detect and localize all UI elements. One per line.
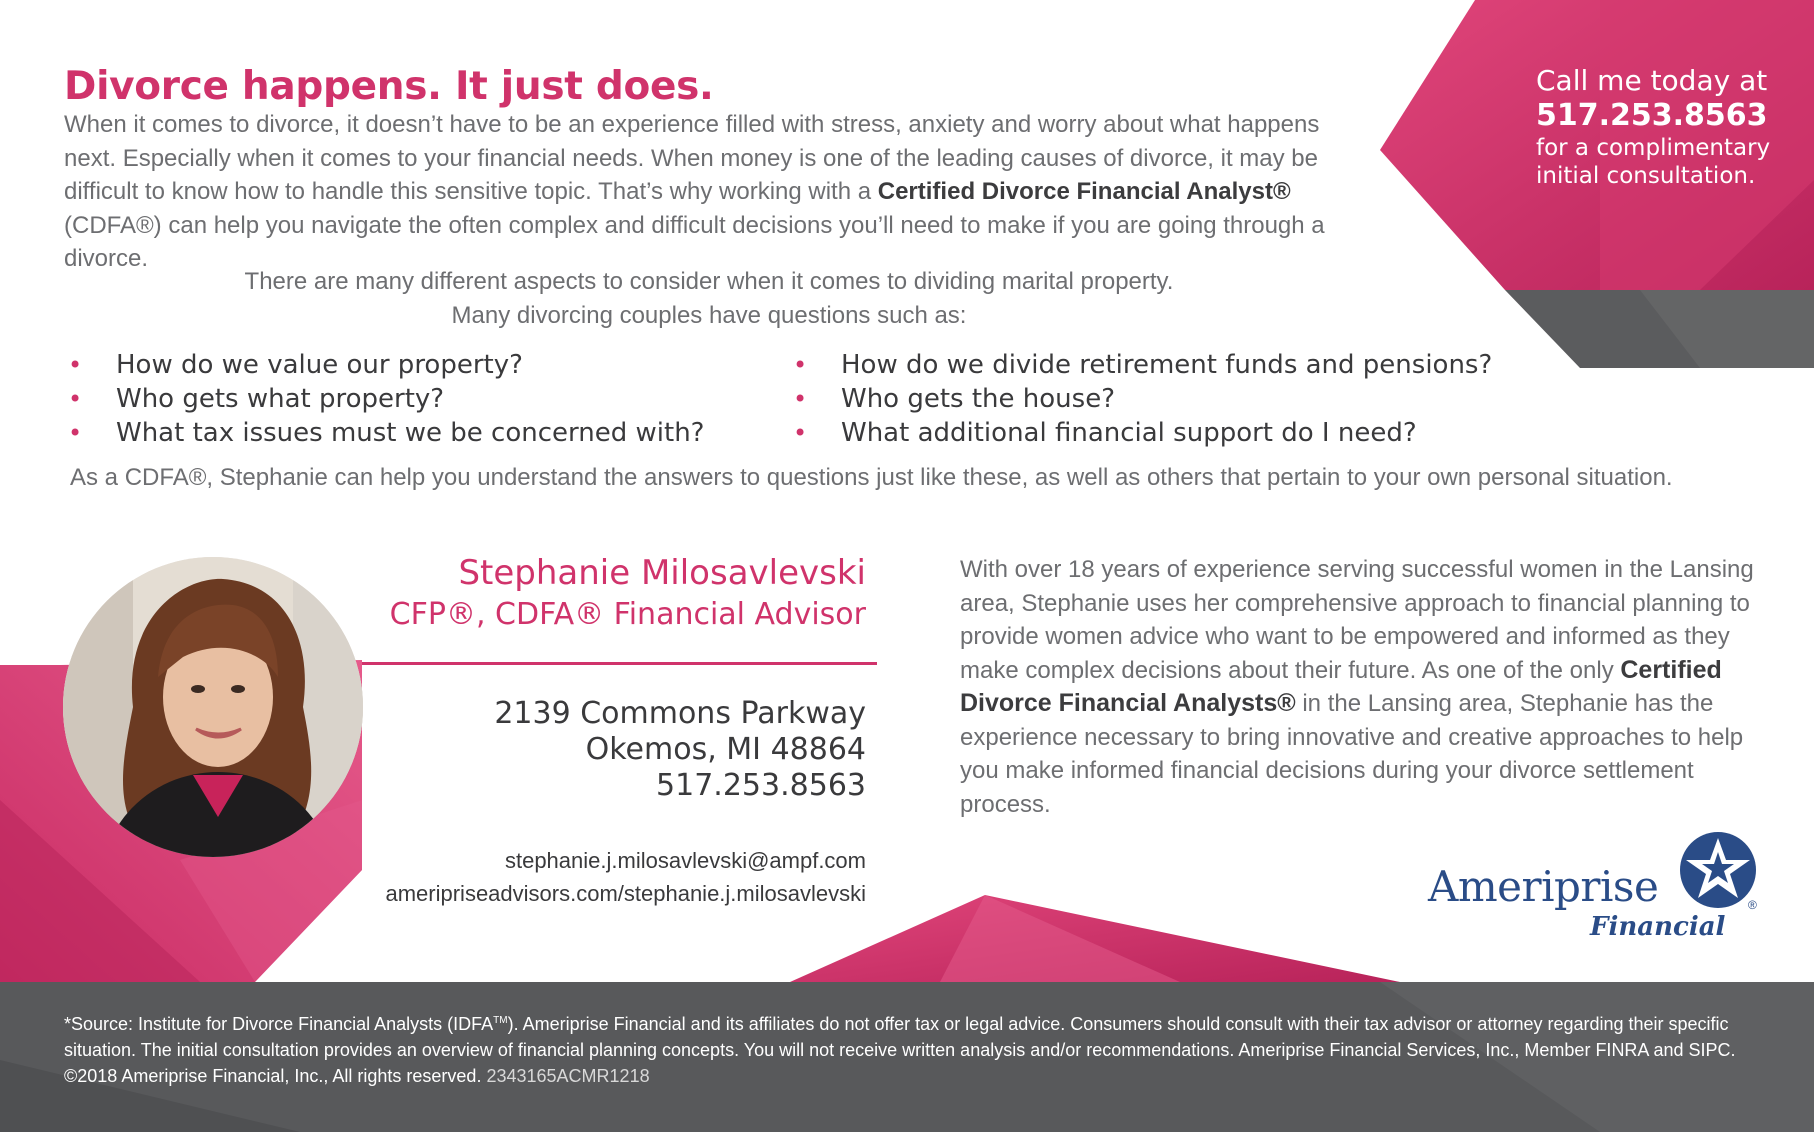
bullet-icon: • <box>68 419 83 447</box>
list-item <box>64 348 704 382</box>
question-text: Who gets what property? <box>116 384 445 414</box>
list-item <box>789 416 1492 450</box>
advisor-bio <box>960 553 1780 821</box>
disclaimer <box>64 1008 1764 1089</box>
bullet-icon: • <box>68 385 83 413</box>
portrait-illustration <box>63 557 363 857</box>
list-item <box>64 416 704 450</box>
bullet-icon: • <box>793 385 808 413</box>
ameriprise-logo-subtitle: Financial <box>1590 912 1726 942</box>
callout-line-1: Call me today at <box>1536 64 1768 97</box>
advisor-phone[interactable]: 517.253.8563 <box>656 768 866 803</box>
callout-phone[interactable]: 517.253.8563 <box>1536 98 1768 133</box>
advisor-email-link[interactable]: stephanie.j.milosavlevski@ampf.com <box>504 848 866 873</box>
headline: Divorce happens. It just does. <box>64 64 714 109</box>
question-text: How do we divide retirement funds and pensions? <box>841 350 1493 380</box>
question-list-right <box>789 348 1492 450</box>
list-item <box>789 382 1492 416</box>
intro-text-end: (CDFA®) can help you navigate the often complex and difficult decisions you’ll need to make if you are going through a divorce. <box>64 211 1325 272</box>
bullet-icon: • <box>68 351 83 379</box>
advisor-website-link[interactable]: ameripriseadvisors.com/stephanie.j.milosavlevski <box>385 881 866 906</box>
advisor-title: CFP®, CDFA® Financial Advisor <box>389 597 866 632</box>
bio-text-end: in the Lansing area, Stephanie has the experience necessary to bring innovative and creative approaches to help you make informed financial decisions during your divorce settlement process. <box>960 690 1744 818</box>
address-city: Okemos, MI 48864 <box>585 732 866 767</box>
advisor-photo <box>63 557 363 857</box>
question-text: What tax issues must we be concerned with? <box>116 418 705 448</box>
question-text: What additional financial support do I need? <box>841 418 1417 448</box>
advisor-name: Stephanie Milosavlevski <box>458 553 866 593</box>
list-item <box>64 382 704 416</box>
aspects-line-2: Many divorcing couples have questions such as: <box>451 302 967 329</box>
disclaimer-end: ). Ameriprise Financial and its affiliates do not offer tax or legal advice. Consumers should consult with their tax advisor or attorney regarding their specific situation. The initial consultation provides an overview of financial planning concepts. You will not receive written analysis and/or recommendations. Ameriprise Financial Services, Inc., Member FINRA and SIPC. ©2018 Ameriprise Financial, Inc., All rights reserved. <box>64 1014 1736 1086</box>
question-list-left <box>64 348 704 450</box>
registered-mark: ® <box>1748 898 1757 912</box>
question-text: Who gets the house? <box>841 384 1116 414</box>
bullet-icon: • <box>793 419 808 447</box>
trademark-mark: TM <box>493 1015 508 1026</box>
callout-line-4: initial consultation. <box>1536 163 1756 189</box>
ameriprise-star-icon <box>1678 830 1758 910</box>
question-text: How do we value our property? <box>116 350 523 380</box>
divider <box>362 662 877 665</box>
bio-text-start: With over 18 years of experience serving successful women in the Lansing area, Stephanie uses her comprehensive approach to financial planning to provide women advice who want to be empowered and informed as they make complex decisions about their future. As one of the only <box>960 556 1754 684</box>
bio-cdfa-emphasis: Certified Divorce Financial Analysts® <box>960 655 1722 717</box>
list-item <box>789 348 1492 382</box>
aspects-intro <box>64 265 1354 333</box>
address-street: 2139 Commons Parkway <box>494 696 866 731</box>
intro-cdfa-emphasis: Certified Divorce Financial Analyst® <box>877 178 1291 205</box>
intro-text-start: When it comes to divorce, it doesn’t have to be an experience filled with stress, anxiety and worry about what happens next. Especially when it comes to your financial needs. When money is one of the leading causes of divorce, it may be difficult to know how to handle this sensitive topic. That’s why working with a <box>64 111 1320 205</box>
ameriprise-logo-wordmark: Ameriprise <box>1428 862 1659 911</box>
call-to-action <box>1536 64 1796 190</box>
disclaimer-start: *Source: Institute for Divorce Financial Analysts (IDFA <box>64 1014 494 1034</box>
closing-statement: As a CDFA®, Stephanie can help you understand the answers to questions just like these, as well as others that pertain to your own personal situation. <box>70 464 1673 491</box>
bullet-icon: • <box>793 351 808 379</box>
callout-line-3: for a complimentary <box>1536 135 1771 161</box>
disclaimer-code: 2343165ACMR1218 <box>486 1066 650 1086</box>
aspects-line-1: There are many different aspects to consider when it comes to dividing marital property. <box>244 268 1174 295</box>
intro-paragraph <box>64 108 1354 276</box>
